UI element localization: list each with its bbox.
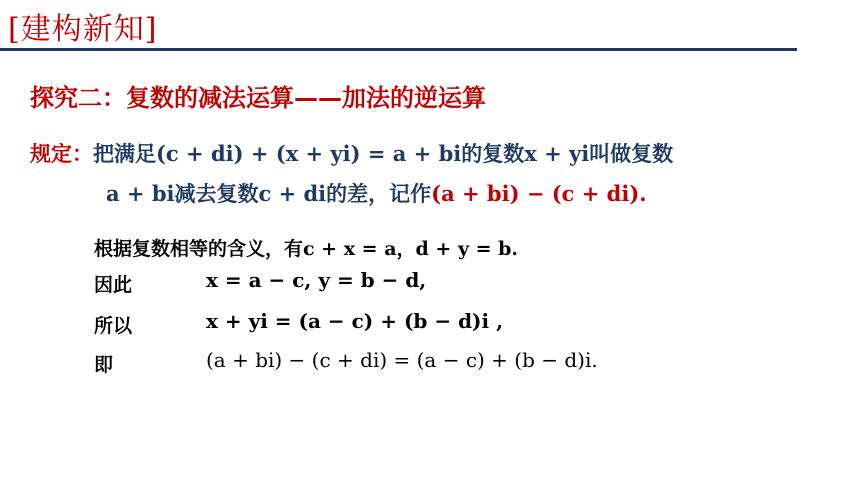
rule-line2-end: .: [639, 181, 647, 206]
rule-line-2: [106, 178, 647, 208]
rule-label: 规定：: [30, 141, 93, 166]
rule-line2-expr: (a + bi) − (c + di): [431, 181, 640, 206]
rule-line1-text: 把满足(c + di) + (x + yi) = a + bi的复数x + yi叫做复数: [93, 141, 674, 166]
derivation-label-2: 所以: [94, 315, 133, 337]
rule-line-1: [30, 138, 673, 168]
section-subtitle: 探究二：复数的减法运算——加法的逆运算: [30, 84, 486, 112]
derivation-label-1: 因此: [94, 274, 133, 296]
derivation-expr-3: (a + bi) − (c + di) = (a − c) + (b − d)i.: [206, 348, 598, 372]
derivation-expr-1: x = a − c, y = b − d,: [206, 268, 427, 292]
derivation-expr-2: x + yi = (a − c) + (b − d)i ,: [206, 309, 504, 333]
rule-line2-pre: a + bi减去复数c + di的差，记作: [106, 181, 432, 206]
derivation-intro: 根据复数相等的含义，有c + x = a，d + y = b.: [94, 238, 519, 260]
header-divider: [0, 48, 797, 51]
derivation-label-3: 即: [94, 354, 114, 376]
header-title: [建构新知]: [8, 12, 158, 47]
